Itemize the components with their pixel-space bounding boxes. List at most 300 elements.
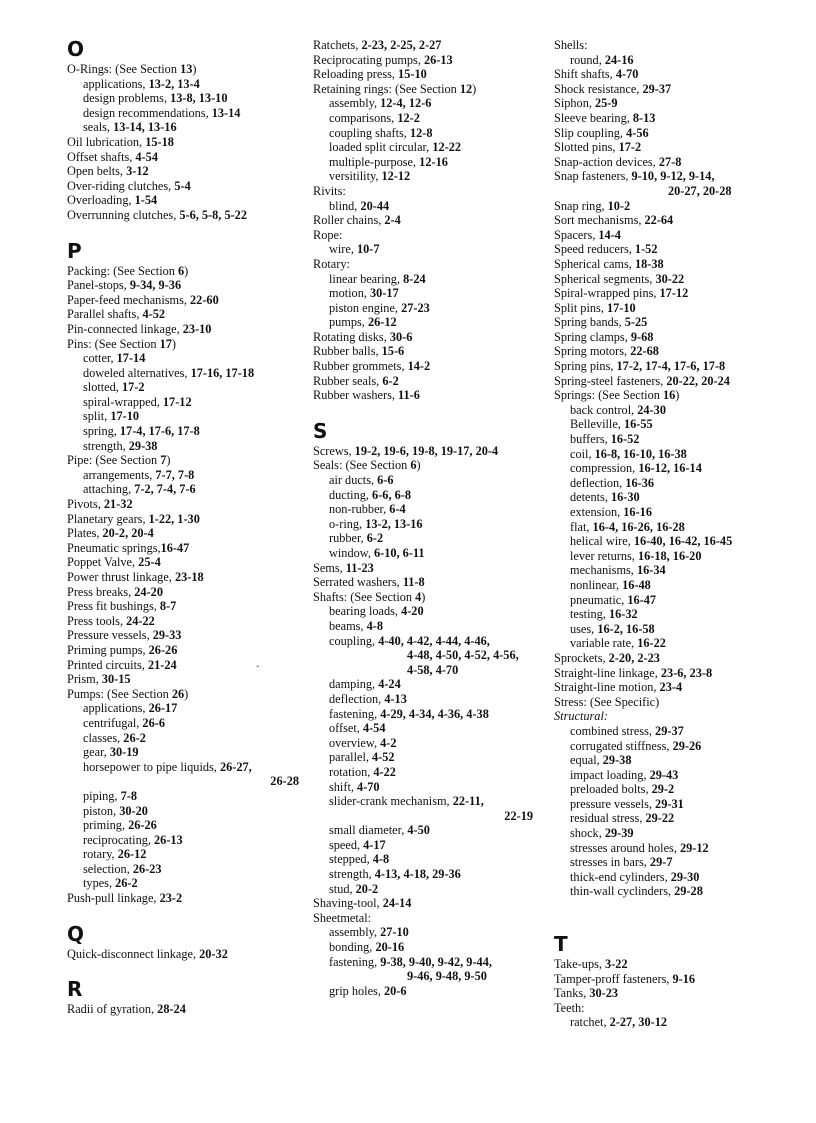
entry-term: Spring motors, bbox=[554, 344, 631, 359]
page-reference: 4-70 bbox=[615, 67, 639, 82]
page-reference: 29-22 bbox=[645, 811, 675, 826]
index-entry bbox=[313, 388, 533, 403]
page-reference: 2-4 bbox=[384, 213, 401, 228]
entry-term: Pneumatic springs, bbox=[67, 540, 161, 555]
entry-term: reciprocating, bbox=[83, 832, 155, 847]
page-reference: 7-7, 7-8 bbox=[155, 467, 195, 482]
index-subentry bbox=[554, 534, 794, 549]
entry-term: lever returns, bbox=[570, 548, 638, 563]
entry-term: Power thrust linkage, bbox=[67, 570, 175, 584]
page-reference: 4-2 bbox=[380, 735, 397, 750]
page-reference: 11-6 bbox=[398, 388, 420, 403]
index-entry bbox=[554, 986, 794, 1001]
page-reference: 6 bbox=[410, 458, 417, 473]
page-reference: 14-2 bbox=[407, 359, 431, 374]
page-reference: 26-6 bbox=[142, 715, 165, 730]
entry-term: coupling shafts, bbox=[329, 125, 410, 140]
entry-term: blind, bbox=[329, 198, 361, 213]
entry-term: selection, bbox=[83, 861, 133, 876]
entry-term: grip holes, bbox=[329, 983, 384, 998]
entry-term: ratchet, bbox=[570, 1015, 610, 1030]
entry-term: stepped, bbox=[329, 852, 373, 867]
entry-term: classes, bbox=[83, 730, 124, 745]
entry-term: bonding, bbox=[329, 940, 376, 955]
entry-term: piston, bbox=[83, 803, 120, 818]
entry-term: speed, bbox=[329, 837, 364, 852]
index-entry bbox=[554, 972, 794, 987]
page-reference: 4-58, 4-70 bbox=[407, 662, 459, 677]
page-reference: 8-24 bbox=[403, 271, 426, 286]
page-reference: 6 bbox=[178, 263, 185, 278]
page-reference: 4-29, 4-34, 4-36, 4-38 bbox=[380, 706, 489, 721]
index-entry bbox=[67, 135, 299, 150]
index-subentry bbox=[67, 716, 299, 731]
index-subentry bbox=[67, 468, 299, 483]
entry-term: beams, bbox=[329, 618, 367, 633]
entry-term: spring, bbox=[83, 424, 120, 439]
index-entry bbox=[554, 1001, 794, 1016]
index-subentry bbox=[67, 120, 299, 135]
entry-term: centrifugal, bbox=[83, 715, 143, 730]
index-entry bbox=[67, 947, 299, 962]
entry-term: Roller chains, bbox=[313, 213, 385, 228]
index-subentry bbox=[313, 169, 533, 184]
page-reference: 27-23 bbox=[401, 300, 430, 315]
index-subentry bbox=[67, 439, 299, 454]
page-reference: 24-20 bbox=[134, 584, 163, 599]
entry-term: linear bearing, bbox=[329, 271, 404, 286]
index-entry bbox=[67, 541, 299, 556]
index-subentry bbox=[554, 417, 794, 432]
entry-term: overview, bbox=[329, 735, 381, 750]
entry-term: Packing: (See Section bbox=[67, 263, 178, 278]
entry-term: coupling, bbox=[329, 633, 379, 648]
page-reference: 29-26 bbox=[672, 738, 702, 753]
index-entry bbox=[554, 169, 794, 184]
index-subentry bbox=[67, 409, 299, 424]
index-entry bbox=[67, 62, 299, 77]
entry-term: thick-end cylinders, bbox=[570, 869, 671, 884]
index-subentry bbox=[554, 403, 794, 418]
index-entry bbox=[313, 344, 533, 359]
index-entry bbox=[313, 575, 533, 590]
page-reference: 6-6, 6-8 bbox=[372, 487, 411, 502]
index-subentry bbox=[554, 739, 794, 754]
page-reference: 7-8 bbox=[120, 788, 137, 803]
index-entry bbox=[313, 359, 533, 374]
page-reference: 23-6, 23-8 bbox=[660, 665, 713, 680]
entry-term: Split pins, bbox=[554, 300, 607, 315]
entry-term: pumps, bbox=[329, 315, 368, 330]
page-reference: 13-14 bbox=[211, 105, 241, 120]
index-entry bbox=[67, 643, 299, 658]
section-gap bbox=[554, 916, 794, 933]
index-subentry bbox=[313, 126, 533, 141]
page-reference: 6-4 bbox=[389, 502, 406, 517]
page-reference: 9-38, 9-40, 9-42, 9-44, bbox=[380, 954, 492, 969]
entry-term: deflection, bbox=[329, 691, 385, 706]
entry-term: Snap fasteners, bbox=[554, 169, 632, 184]
entry-term: loaded split circular, bbox=[329, 140, 433, 155]
page-reference: 30-6 bbox=[389, 329, 413, 344]
page-reference: 4-50 bbox=[407, 823, 430, 838]
entry-term: piston engine, bbox=[329, 300, 402, 315]
page-reference: 17-2 bbox=[121, 380, 145, 395]
page-reference: 17-12 bbox=[162, 394, 192, 409]
closing-paren: ) bbox=[416, 458, 421, 473]
page-reference: 4-8 bbox=[366, 618, 383, 633]
page-reference: 4-20 bbox=[401, 604, 424, 619]
index-subentry bbox=[313, 502, 533, 517]
entry-term: Stress: (See Specific) bbox=[554, 694, 660, 709]
entry-term: shift, bbox=[329, 779, 358, 794]
page-reference: 29-38 bbox=[128, 438, 158, 453]
index-entry bbox=[67, 614, 299, 629]
entry-term: Overrunning clutches, bbox=[67, 207, 180, 222]
page-reference: 2-20, 2-23 bbox=[608, 650, 660, 665]
page-reference: 26-2 bbox=[123, 730, 146, 745]
page-reference: 4-13 bbox=[384, 691, 407, 706]
entry-term: Tanks, bbox=[554, 986, 590, 1001]
page-reference: 16-48 bbox=[622, 577, 651, 592]
index-subentry bbox=[313, 286, 533, 301]
entry-term: Shift shafts, bbox=[554, 67, 616, 82]
index-entry bbox=[67, 150, 299, 165]
index-subentry bbox=[554, 1015, 794, 1030]
section-letter: T bbox=[554, 932, 568, 957]
index-entry bbox=[554, 272, 794, 287]
page-reference: 23-18 bbox=[174, 570, 204, 584]
index-subentry bbox=[67, 731, 299, 746]
page-reference: 16-34 bbox=[636, 563, 666, 578]
index-subentry bbox=[67, 701, 299, 716]
entry-term: gear, bbox=[83, 745, 110, 760]
page-reference-continuation bbox=[313, 648, 533, 663]
index-entry bbox=[67, 497, 299, 512]
entry-term: Serrated washers, bbox=[313, 575, 403, 590]
page-reference: 26 bbox=[171, 686, 185, 701]
entry-term: slider-crank mechanism, bbox=[329, 794, 453, 809]
page-reference: 4-24 bbox=[378, 677, 401, 692]
page-reference: 4-52 bbox=[142, 307, 166, 322]
index-subentry bbox=[67, 351, 299, 366]
entry-term: o-ring, bbox=[329, 516, 366, 531]
index-subentry bbox=[313, 721, 533, 736]
page-reference: 25-4 bbox=[138, 555, 161, 570]
index-entry bbox=[554, 666, 794, 681]
section-gap bbox=[554, 899, 794, 916]
entry-term: stresses around holes, bbox=[570, 840, 680, 855]
index-entry bbox=[313, 458, 533, 473]
page-reference: 30-22 bbox=[655, 271, 685, 286]
page-reference: 16 bbox=[662, 388, 676, 403]
index-subentry bbox=[313, 955, 533, 970]
index-entry bbox=[554, 957, 794, 972]
page-reference: 6-10, 6-11 bbox=[373, 546, 425, 560]
page-reference: 4-22 bbox=[373, 764, 396, 779]
index-entry bbox=[313, 257, 533, 272]
page-reference: 8-7 bbox=[159, 599, 177, 614]
entry-term: Pin-connected linkage, bbox=[67, 321, 183, 336]
entry-term: pneumatic, bbox=[570, 592, 628, 607]
entry-term: flat, bbox=[570, 519, 593, 534]
entry-term: uses, bbox=[570, 621, 598, 636]
page-reference: 16-47 bbox=[160, 540, 190, 555]
page-reference: 16-4, 16-26, 16-28 bbox=[592, 519, 685, 534]
index-subentry bbox=[67, 833, 299, 848]
entry-term: Tamper-proff fasteners, bbox=[554, 971, 673, 986]
entry-term: Structural: bbox=[554, 709, 608, 724]
index-subentry bbox=[67, 760, 299, 775]
page-reference: 21-24 bbox=[147, 657, 177, 672]
page-reference: 11-23 bbox=[345, 560, 374, 575]
index-subentry bbox=[313, 925, 533, 940]
entry-term: doweled alternatives, bbox=[83, 365, 191, 380]
page-reference: 17 bbox=[159, 336, 172, 351]
entry-term: Press breaks, bbox=[67, 584, 135, 599]
index-entry bbox=[554, 388, 794, 403]
index-subentry bbox=[554, 490, 794, 505]
entry-term: rotary, bbox=[83, 847, 118, 862]
index-entry bbox=[67, 599, 299, 614]
entry-term: Quick-disconnect linkage, bbox=[67, 946, 200, 961]
index-subentry bbox=[313, 473, 533, 488]
entry-term: Open belts, bbox=[67, 164, 127, 179]
entry-term: versitility, bbox=[329, 169, 382, 184]
entry-term: Pumps: (See Section bbox=[67, 686, 172, 701]
index-entry bbox=[67, 526, 299, 541]
entry-term: Take-ups, bbox=[554, 957, 606, 972]
index-subentry bbox=[313, 301, 533, 316]
page-reference: 9-34, 9-36 bbox=[129, 278, 182, 293]
entry-term: Sleeve bearing, bbox=[554, 110, 633, 125]
page-reference: 29-43 bbox=[649, 767, 679, 782]
entry-term: strength, bbox=[83, 438, 129, 453]
entry-term: Ratchets, bbox=[313, 38, 362, 52]
index-entry bbox=[67, 278, 299, 293]
page-reference: 20-22, 20-24 bbox=[666, 373, 730, 388]
entry-term: Plates, bbox=[67, 526, 103, 541]
page-reference: 20-16 bbox=[375, 940, 405, 955]
section-gap bbox=[67, 223, 299, 240]
index-entry bbox=[67, 264, 299, 279]
page-reference: 5-4 bbox=[174, 178, 191, 193]
page-reference: 28-24 bbox=[157, 1002, 186, 1017]
page-reference: 17-10 bbox=[606, 300, 636, 315]
page-reference: 24-22 bbox=[126, 613, 155, 628]
index-subentry bbox=[67, 106, 299, 121]
page-reference: 16-36 bbox=[625, 475, 655, 490]
index-subentry bbox=[313, 517, 533, 532]
closing-paren: ) bbox=[472, 81, 477, 96]
index-subentry bbox=[313, 736, 533, 751]
entry-term: Screws, bbox=[313, 443, 355, 458]
index-subentry bbox=[313, 604, 533, 619]
page-reference-continuation bbox=[313, 969, 533, 984]
page-reference: 29-33 bbox=[152, 628, 182, 643]
entry-term: Spiral-wrapped pins, bbox=[554, 286, 660, 301]
index-subentry bbox=[554, 841, 794, 856]
index-entry bbox=[67, 658, 299, 673]
entry-term: Springs: (See Section bbox=[554, 388, 663, 403]
entry-term: helical wire, bbox=[570, 534, 634, 549]
index-entry bbox=[313, 444, 533, 459]
index-entry bbox=[554, 257, 794, 272]
index-subentry bbox=[67, 818, 299, 833]
page-reference: 26-23 bbox=[132, 861, 162, 876]
entry-term: slotted, bbox=[83, 380, 122, 395]
entry-term: Spherical cams, bbox=[554, 256, 635, 271]
page-reference: 23-2 bbox=[159, 891, 183, 906]
index-entry bbox=[554, 213, 794, 228]
index-entry bbox=[67, 891, 299, 906]
entry-term: stresses in bars, bbox=[570, 855, 650, 870]
index-subentry bbox=[554, 520, 794, 535]
index-subentry bbox=[67, 366, 299, 381]
index-entry bbox=[67, 453, 299, 468]
entry-term: preloaded bolts, bbox=[570, 782, 652, 797]
index-subentry bbox=[313, 750, 533, 765]
index-column-3 bbox=[554, 38, 794, 1030]
closing-paren: ) bbox=[675, 388, 680, 403]
index-entry bbox=[554, 140, 794, 155]
index-subentry bbox=[313, 634, 533, 649]
entry-term: Sprockets, bbox=[554, 650, 609, 665]
index-subentry bbox=[554, 884, 794, 899]
index-entry bbox=[554, 199, 794, 214]
index-entry bbox=[554, 709, 794, 724]
page-reference: 29-38 bbox=[602, 753, 632, 768]
entry-term: Pressure vessels, bbox=[67, 628, 153, 643]
index-entry bbox=[554, 344, 794, 359]
section-letter: S bbox=[313, 418, 328, 443]
entry-term: rotation, bbox=[329, 764, 374, 779]
index-entry bbox=[554, 301, 794, 316]
page-reference: 5-25 bbox=[624, 315, 648, 330]
entry-term: Rubber balls, bbox=[313, 344, 382, 359]
entry-term: residual stress, bbox=[570, 811, 646, 826]
section-gap bbox=[313, 403, 533, 420]
page-reference: 16-52 bbox=[610, 432, 640, 447]
index-entry bbox=[554, 111, 794, 126]
index-entry bbox=[67, 193, 299, 208]
index-entry bbox=[313, 82, 533, 97]
entry-term: combined stress, bbox=[570, 723, 656, 738]
entry-term: Overloading, bbox=[67, 193, 135, 208]
index-subentry bbox=[554, 870, 794, 885]
index-subentry bbox=[67, 745, 299, 760]
entry-term: testing, bbox=[570, 607, 609, 622]
entry-term: attaching, bbox=[83, 482, 135, 497]
closing-paren: ) bbox=[192, 62, 197, 76]
entry-term: equal, bbox=[570, 753, 603, 768]
entry-term: window, bbox=[329, 546, 374, 560]
entry-term: Rotating disks, bbox=[313, 329, 390, 344]
entry-term: Paper-feed mechanisms, bbox=[67, 292, 191, 307]
page-reference: 3-12 bbox=[126, 164, 149, 179]
page-reference: 19-2, 19-6, 19-8, 19-17, 20-4 bbox=[354, 443, 499, 458]
index-subentry bbox=[313, 780, 533, 795]
page-reference: 17-2 bbox=[618, 140, 642, 155]
index-subentry bbox=[67, 482, 299, 497]
entry-term: Speed reducers, bbox=[554, 242, 635, 257]
page-reference: 13 bbox=[180, 62, 193, 76]
index-entry bbox=[554, 680, 794, 695]
page-reference: 16-40, 16-42, 16-45 bbox=[633, 534, 733, 549]
page-reference: 29-7 bbox=[649, 855, 673, 870]
closing-paren: ) bbox=[166, 453, 171, 468]
index-subentry bbox=[313, 707, 533, 722]
entry-term: O-Rings: (See Section bbox=[67, 62, 181, 76]
page-reference: 16-16 bbox=[623, 505, 652, 519]
entry-term: Pins: (See Section bbox=[67, 336, 160, 351]
index-subentry bbox=[554, 607, 794, 622]
index-entry bbox=[554, 126, 794, 141]
index-entry bbox=[313, 213, 533, 228]
index-subentry bbox=[313, 867, 533, 882]
page-reference: 16-30 bbox=[610, 490, 640, 505]
index-subentry bbox=[554, 593, 794, 608]
index-column-2 bbox=[313, 38, 533, 998]
page-reference: 4-8 bbox=[372, 852, 390, 867]
index-entry bbox=[313, 67, 533, 82]
page-reference: 4-17 bbox=[363, 837, 386, 852]
section-letter: Q bbox=[67, 921, 85, 946]
page-reference: 12-8 bbox=[409, 125, 433, 140]
page-reference: 16-55 bbox=[623, 417, 653, 432]
page-reference: 24-30 bbox=[637, 402, 666, 417]
page-reference: 30-20 bbox=[119, 803, 148, 818]
page-reference: 20-2, 20-4 bbox=[102, 526, 154, 541]
page-reference: 23-4 bbox=[659, 680, 683, 695]
page-reference: 26-26 bbox=[128, 818, 157, 833]
entry-term: Spring pins, bbox=[554, 359, 617, 374]
index-entry bbox=[554, 315, 794, 330]
entry-term: multiple-purpose, bbox=[329, 154, 420, 169]
index-entry bbox=[67, 208, 299, 223]
entry-term: Press tools, bbox=[67, 613, 127, 628]
page-reference: 26-28 bbox=[270, 774, 299, 789]
entry-term: pressure vessels, bbox=[570, 796, 656, 811]
page-reference: 16-22 bbox=[637, 636, 666, 651]
page-reference: 6-2 bbox=[382, 373, 399, 388]
page-reference: 7 bbox=[160, 453, 167, 468]
entry-term: fastening, bbox=[329, 706, 381, 721]
page-reference: 30-19 bbox=[109, 745, 139, 760]
page-reference: 29-30 bbox=[670, 869, 700, 884]
entry-term: assembly, bbox=[329, 925, 381, 940]
entry-term: Sheetmetal: bbox=[313, 910, 372, 925]
entry-term: Push-pull linkage, bbox=[67, 891, 160, 906]
page-reference: 15-6 bbox=[381, 344, 405, 359]
entry-term: Straight-line linkage, bbox=[554, 665, 661, 680]
page-reference: 12-2 bbox=[397, 110, 420, 125]
entry-term: Spring bands, bbox=[554, 315, 625, 330]
index-subentry bbox=[313, 242, 533, 257]
index-entry bbox=[67, 570, 299, 585]
index-subentry bbox=[67, 424, 299, 439]
page-reference: 1-52 bbox=[634, 242, 658, 257]
closing-paren: ) bbox=[184, 263, 189, 278]
page-reference: 15-10 bbox=[398, 67, 427, 82]
page-reference: 4-52 bbox=[372, 750, 395, 765]
entry-term: arrangements, bbox=[83, 467, 156, 482]
index-subentry bbox=[554, 753, 794, 768]
entry-term: Reciprocating pumps, bbox=[313, 52, 424, 67]
page-reference: 23-10 bbox=[182, 321, 212, 336]
index-subentry bbox=[313, 531, 533, 546]
entry-term: stud, bbox=[329, 881, 356, 896]
